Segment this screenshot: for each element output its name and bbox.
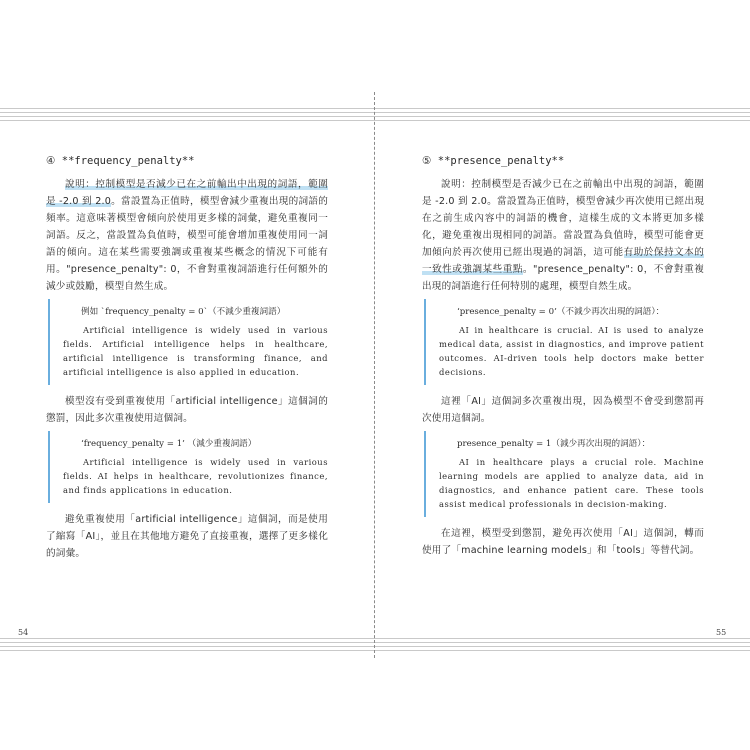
paragraph (422, 176, 704, 295)
page-number: 55 (716, 628, 727, 637)
example-caption: presence_penalty = 1（減少再次出現的詞語）： (457, 439, 651, 449)
section-number: ⑤ (422, 155, 432, 167)
paragraph-text: 。"presence_penalty": 0，不會對重複出現的詞語進行任何特別的處理，模型自然生成。 (422, 264, 704, 292)
section-heading (46, 155, 328, 167)
section-title: **frequency_penalty** (61, 155, 195, 167)
example-box (48, 431, 328, 503)
paragraph: 在這裡，模型受到懲罰，避免再次使用「AI」這個詞，轉而使用了「machine learning models」和「tools」等替代詞。 (422, 528, 704, 556)
page-number: 54 (18, 628, 29, 637)
example-caption: ‘frequency_penalty = 1’ （減少重複詞語） (81, 439, 257, 449)
right-page (422, 155, 704, 563)
rule-line (0, 650, 750, 651)
left-page (46, 155, 328, 566)
example-box (424, 431, 704, 517)
rule-line (0, 646, 750, 647)
highlighted-text: 說明：控制模型是否減少已在之前輸出中出現的詞語，範圍是 -2.0 到 2.0 (46, 179, 328, 207)
example-text: Artificial intelligence is widely used in various fields. AI helps in healthcare, revolutionizes finance, and finds applications in education. (63, 457, 328, 495)
section-title: **presence_penalty** (437, 155, 565, 167)
paragraph: 模型沒有受到重複使用「artificial intelligence」這個詞的懲罰，因此多次重複使用這個詞。 (46, 396, 328, 424)
page-gutter (374, 92, 375, 658)
example-box (48, 299, 328, 385)
example-text: AI in healthcare is crucial. AI is used to analyze medical data, assist in diagnostics, and improve patient outcomes. AI-driven tools help doctors make better decisions. (439, 325, 704, 377)
rule-line (0, 116, 750, 117)
paragraph: 這裡「AI」這個詞多次重複出現，因為模型不會受到懲罰再次使用這個詞。 (422, 396, 704, 424)
highlighted-text: 有助於保持文本的一致性或強調某些重點 (422, 247, 705, 275)
paragraph-text: 說明：控制模型是否減少已在之前輸出中出現的詞語，範圍是 -2.0 到 2.0。當設置為正值時，模型會減少再次使用已經出現在之前生成內容中的詞語的機會，這樣生成的文本將更加多樣化，避免重複出現相同的詞語。當設置為負值時，模型可能會更加傾向於再次使用已經出現過的詞語，這可能 (422, 179, 704, 258)
example-caption: 例如 `frequency_penalty = 0`（不減少重複詞語） (81, 307, 286, 317)
example-text: AI in healthcare plays a crucial role. Machine learning models are applied to analyze data, aid in diagnostics, and enhance patient care. These tools assist medical professionals in decision-making. (439, 457, 704, 509)
paragraph (46, 176, 328, 295)
example-caption: ‘presence_penalty = 0’（不減少再次出現的詞語）： (457, 307, 665, 317)
section-heading (422, 155, 704, 167)
example-box (424, 299, 704, 385)
paragraph: 避免重複使用「artificial intelligence」這個詞，而是使用了縮寫「AI」，並且在其他地方避免了直接重複，選擇了更多樣化的詞彙。 (46, 514, 328, 559)
rule-line (0, 642, 750, 643)
example-text: Artificial intelligence is widely used in various fields. Artificial intelligence helps in healthcare, artificial intelligence is transforming finance, and artificial intelligence is also applied in education. (63, 325, 328, 377)
paragraph-text: 。當設置為正值時，模型會減少重複出現的詞語的頻率。這意味著模型會傾向於使用更多樣的詞彙，避免重複同一詞語。反之，當設置為負值時，模型可能會增加重複使用同一詞語的傾向。這在某些需要強調或重複某些概念的情況下可能有用。"presence_penalty": 0，不會對重複詞語進行任何額外的減少或鼓勵，模型自然生成。 (46, 196, 329, 292)
rule-line (0, 638, 750, 639)
section-number: ④ (46, 155, 56, 167)
rule-line (0, 112, 750, 113)
rule-line (0, 108, 750, 109)
rule-line (0, 120, 750, 121)
